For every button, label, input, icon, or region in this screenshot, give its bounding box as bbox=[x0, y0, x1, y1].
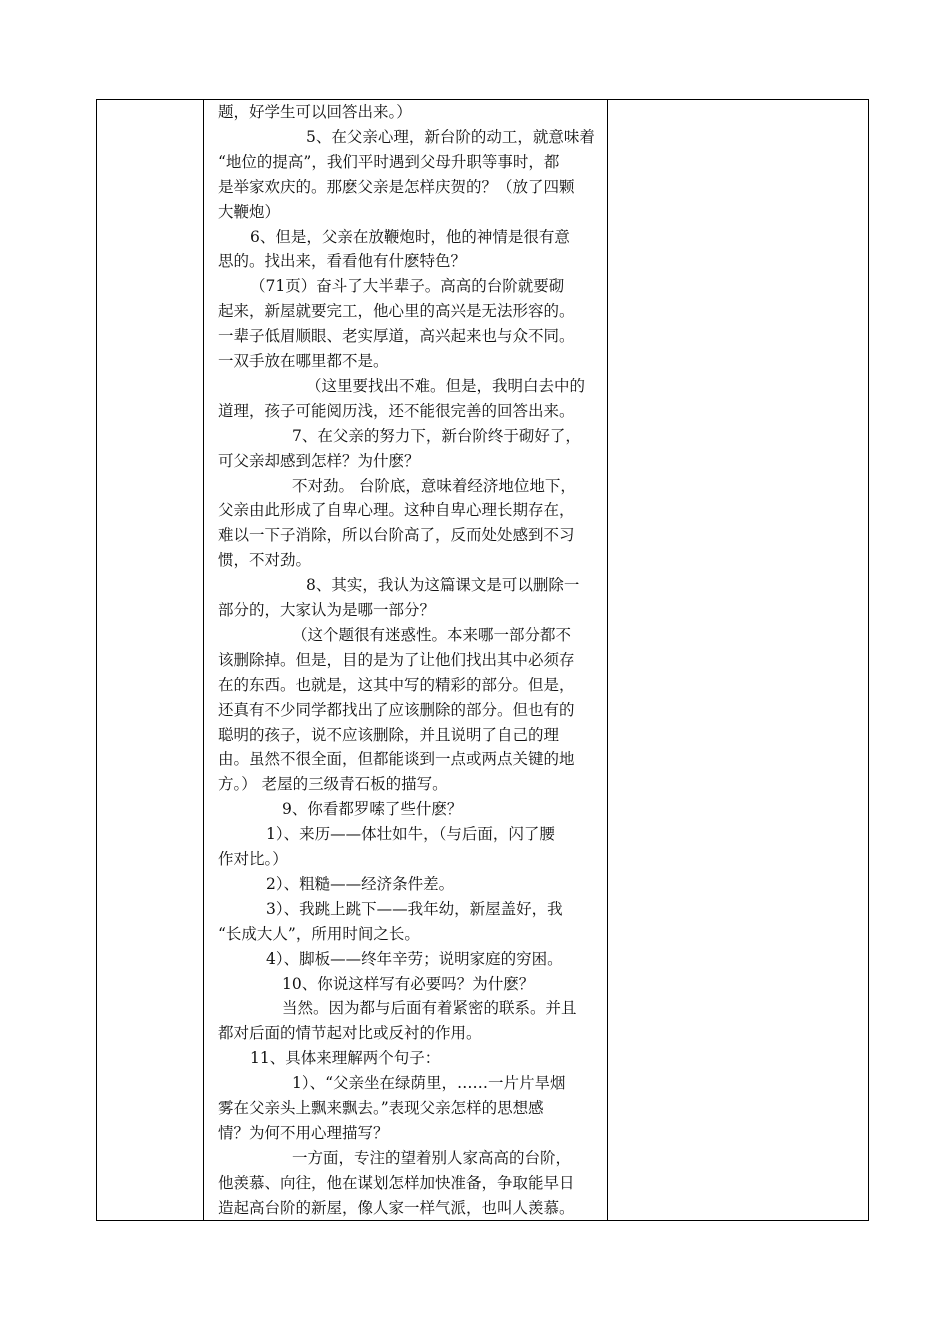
text-line: 难以一下子消除，所以台阶高了，反而处处感到不习 bbox=[218, 526, 575, 545]
text-line: （这里要找出不难。但是，我明白去中的 bbox=[306, 376, 586, 395]
text-line: 9、你看都罗嗦了些什麽？ bbox=[282, 800, 463, 819]
text-line: 10、你说这样写有必要吗？为什麽？ bbox=[282, 974, 535, 993]
text-line: 雾在父亲头上飘来飘去。”表现父亲怎样的思想感 bbox=[218, 1099, 544, 1117]
text-line: 道理，孩子可能阅历浅，还不能很完善的回答出来。 bbox=[218, 401, 575, 420]
text-line: 8、其实，我认为这篇课文是可以删除一 bbox=[306, 576, 580, 595]
text-line: 惯，不对劲。 bbox=[218, 551, 312, 570]
text-line: “长成大人”，所用时间之长。 bbox=[218, 924, 420, 943]
lesson-plan-table bbox=[96, 99, 869, 1221]
lesson-notes-column bbox=[204, 100, 608, 1220]
text-line: 题，好学生可以回答出来。） bbox=[218, 103, 412, 121]
text-line: 情？为何不用心理描写？ bbox=[218, 1123, 389, 1142]
text-line: 还真有不少同学都找出了应该删除的部分。但也有的 bbox=[218, 700, 575, 719]
text-line: 都对后面的情节起对比或反衬的作用。 bbox=[218, 1024, 482, 1043]
text-line: 1）、来历——体壮如牛，（与后面，闪了腰 bbox=[266, 825, 555, 844]
text-line: 一双手放在哪里都不是。 bbox=[218, 352, 389, 370]
text-line: 方。） 老屋的三级青石板的描写。 bbox=[218, 775, 448, 794]
text-line: 该删除掉。但是，目的是为了让他们找出其中必须存 bbox=[218, 650, 575, 669]
left-column bbox=[97, 100, 204, 1220]
text-line: 5、在父亲心理，新台阶的动工，就意味着 bbox=[306, 127, 595, 146]
text-line: 可父亲却感到怎样？为什麽？ bbox=[218, 451, 420, 470]
text-line: 是举家欢庆的。那麽父亲是怎样庆贺的？（放了四颗 bbox=[218, 177, 575, 196]
text-line: 6、但是，父亲在放鞭炮时，他的神情是很有意 bbox=[250, 227, 570, 246]
text-line: 部分的，大家认为是哪一部分？ bbox=[218, 601, 436, 619]
text-line: “地位的提高”，我们平时遇到父母升职等事时，都 bbox=[218, 152, 560, 171]
text-line: 父亲由此形成了自卑心理。这种自卑心理长期存在， bbox=[218, 501, 575, 520]
text-line: 大鞭炮） bbox=[218, 202, 281, 221]
text-line: （这个题很有迷惑性。本来哪一部分都不 bbox=[292, 625, 572, 644]
text-line: 由。虽然不很全面，但都能谈到一点或两点关键的地 bbox=[218, 750, 575, 769]
text-line: 聪明的孩子，说不应该删除，并且说明了自己的理 bbox=[218, 725, 560, 744]
text-line: 在的东西。也就是，这其中写的精彩的部分。但是， bbox=[218, 675, 575, 694]
text-line: 2）、粗糙——经济条件差。 bbox=[266, 874, 455, 893]
text-line: 一方面，专注的望着别人家高高的台阶， bbox=[292, 1148, 572, 1167]
text-line: 11、具体来理解两个句子： bbox=[250, 1049, 441, 1068]
text-line: 1）、“父亲坐在绿荫里，……一片片旱烟 bbox=[292, 1074, 566, 1093]
text-line: 造起高台阶的新屋，像人家一样气派，也叫人羡慕。 bbox=[218, 1198, 575, 1217]
text-line: 当然。因为都与后面有着紧密的联系。并且 bbox=[282, 999, 577, 1018]
right-column bbox=[608, 100, 868, 1220]
text-line: 7、在父亲的努力下，新台阶终于砌好了， bbox=[292, 426, 581, 445]
text-line: 不对劲。 台阶底，意味着经济地位地下， bbox=[292, 476, 576, 495]
text-line: （71页）奋斗了大半辈子。高高的台阶就要砌 bbox=[250, 277, 565, 296]
text-line: 他羡慕、向往，他在谋划怎样加快准备，争取能早日 bbox=[218, 1173, 575, 1192]
text-line: 起来，新屋就要完工，他心里的高兴是无法形容的。 bbox=[218, 302, 575, 321]
text-line: 一辈子低眉顺眼、老实厚道，高兴起来也与众不同。 bbox=[218, 327, 575, 346]
text-line: 4）、脚板——终年辛劳；说明家庭的穷困。 bbox=[266, 949, 563, 968]
text-line: 作对比。） bbox=[218, 850, 288, 868]
text-line: 3）、我跳上跳下——我年幼，新屋盖好，我 bbox=[266, 899, 563, 918]
text-line: 思的。找出来，看看他有什麽特色？ bbox=[218, 252, 467, 271]
